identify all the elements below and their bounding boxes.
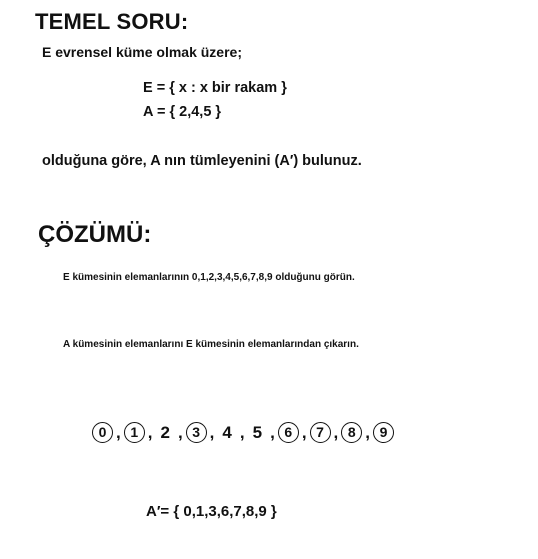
plain-digit: 4 xyxy=(222,422,232,442)
solution-step-1: E kümesinin elemanlarının 0,1,2,3,4,5,6,7,8,9 olduğunu görün. xyxy=(63,272,355,283)
circled-element xyxy=(278,422,310,443)
sequence-separator: , xyxy=(270,422,275,442)
circled-element xyxy=(186,422,218,443)
sequence-separator: , xyxy=(333,422,339,442)
complement-answer: A′= { 0,1,3,6,7,8,9 } xyxy=(146,503,277,520)
circled-digit: 3 xyxy=(186,422,207,443)
struck-element xyxy=(248,423,278,443)
circled-digit: 6 xyxy=(278,422,299,443)
sequence-separator: , xyxy=(147,422,153,442)
circled-digit: 0 xyxy=(92,422,113,443)
circled-digit: 7 xyxy=(310,422,331,443)
circled-element xyxy=(124,422,156,443)
sequence-separator: , xyxy=(116,422,121,442)
circled-digit: 1 xyxy=(124,422,145,443)
circled-element xyxy=(341,422,373,443)
question-text: olduğuna göre, A nın tümleyenini (A′) bulunuz. xyxy=(42,153,362,169)
solution-title: ÇÖZÜMÜ: xyxy=(38,221,152,248)
circled-element xyxy=(373,422,394,443)
circled-element xyxy=(92,422,124,443)
sequence-separator: , xyxy=(177,422,183,442)
universal-set-definition: E = { x : x bir rakam } xyxy=(143,80,287,96)
solution-step-2: A kümesinin elemanlarını E kümesinin elemanlarından çıkarın. xyxy=(63,339,359,350)
element-sequence xyxy=(92,422,394,443)
set-a-definition: A = { 2,4,5 } xyxy=(143,104,222,120)
circled-element xyxy=(310,422,342,443)
circled-digit: 8 xyxy=(341,422,362,443)
plain-digit: 2 xyxy=(160,422,170,442)
basic-question-title: TEMEL SORU: xyxy=(35,9,189,34)
sequence-separator: , xyxy=(301,422,307,442)
question-prompt: E evrensel küme olmak üzere; xyxy=(42,44,242,60)
struck-element xyxy=(155,423,185,443)
sequence-separator: , xyxy=(239,422,245,442)
plain-digit: 5 xyxy=(252,422,263,442)
struck-element xyxy=(217,423,247,443)
circled-digit: 9 xyxy=(373,422,394,443)
sequence-separator: , xyxy=(209,422,215,442)
sequence-separator: , xyxy=(365,422,371,442)
